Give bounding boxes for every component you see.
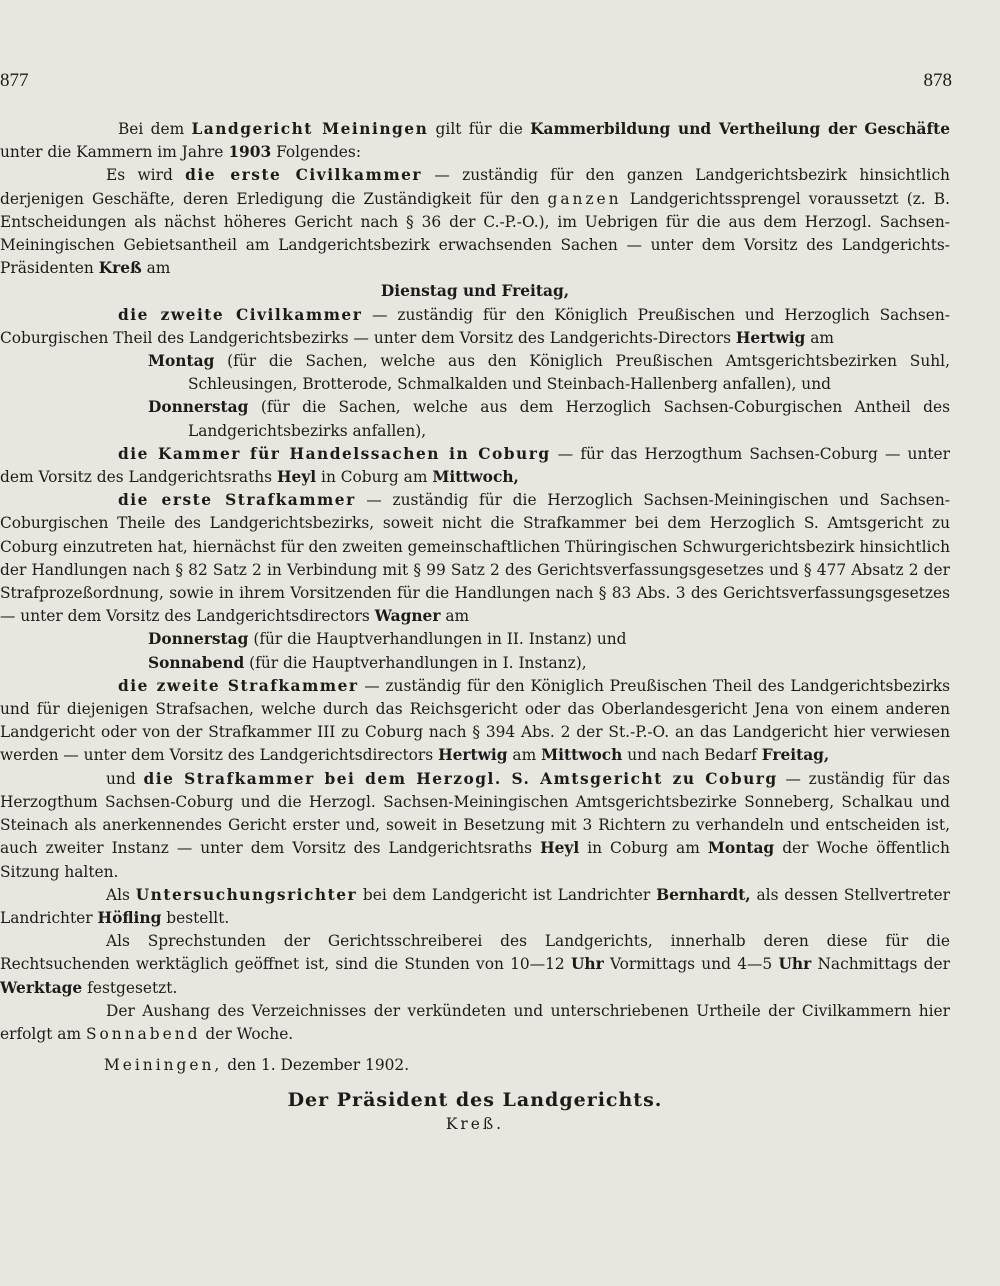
document-body <box>0 118 950 1136</box>
emphasis-text: Werktage <box>0 978 83 997</box>
text-run: — zuständig für den Königlich Preußischen und Herzoglich Sachsen-Coburgischen Theil des Landgerichtsbezirks — unter dem Vorsitz des Landgerichts-Directors <box>0 305 950 347</box>
signature-name: Kreß. <box>445 1114 505 1133</box>
signature-title: Der Präsident des Landgerichts. <box>287 1089 663 1112</box>
person-name: Bernhardt, <box>656 885 751 904</box>
text-run: festgesetzt. <box>87 978 178 997</box>
text-run: Folgendes: <box>276 143 362 162</box>
chamber-name: die Strafkammer bei dem Herzogl. S. Amtsgericht zu Coburg <box>143 769 778 788</box>
date-text: den 1. Dezember 1902. <box>227 1056 410 1075</box>
weekday: Donnerstag <box>148 630 249 649</box>
text-run: bei dem Landgericht ist Landrichter <box>362 885 651 904</box>
emphasis-text: Uhr <box>778 955 812 974</box>
monday-entry <box>0 350 950 396</box>
text-run: Als Sprechstunden der Gerichtsschreiberei des Landgerichts, innerhalb deren diese für die Rechtsuchenden werktäglich geöffnet ist, sind die Stunden von 10—12 <box>0 932 950 974</box>
chamber-name: die erste Strafkammer <box>118 491 356 510</box>
text-run: gilt für die <box>435 120 523 138</box>
person-name: Heyl <box>276 468 317 487</box>
page-number-right: 878 <box>923 70 952 91</box>
text-run: der Woche. <box>205 1024 294 1043</box>
intro-paragraph <box>0 118 950 164</box>
first-criminal-chamber-paragraph <box>0 489 950 628</box>
text-run: — zuständig für das Herzogthum Sachsen-Coburg und die Herzogl. Sachsen-Meiningischen Amtsgerichtsbezirke Sonneberg, Schalkau und Steinach als anerkennendes Gericht erster und, soweit in Besetzung mit 3 Richtern zu verhandeln und entscheiden ist, auch zweiter Instanz — unter dem Vorsitz des Landgerichtsraths <box>0 769 950 858</box>
weekday: Montag <box>148 352 215 371</box>
text-run: Vormittags und 4—5 <box>609 955 773 974</box>
text-run: bestellt. <box>166 908 230 927</box>
text-run: (für die Hauptverhandlungen in I. Instanz), <box>249 653 587 672</box>
text-run: in Coburg am <box>587 839 700 858</box>
spaced-text: Sonnabend <box>85 1024 201 1043</box>
thursday-entry <box>0 628 950 651</box>
text-run: Bei dem <box>118 120 185 138</box>
text-run: Nachmittags der <box>817 955 950 974</box>
second-criminal-chamber-paragraph <box>0 675 950 768</box>
spaced-text: ganzen <box>547 189 622 208</box>
role-title: Untersuchungsrichter <box>135 885 358 904</box>
saturday-entry <box>0 652 950 675</box>
thursday-entry <box>0 396 950 442</box>
weekday: Donnerstag <box>148 398 249 417</box>
person-name: Hertwig <box>438 746 508 765</box>
commerce-chamber-paragraph <box>0 443 950 489</box>
person-name: Kreß <box>98 259 142 278</box>
text-run: — für das Herzogthum Sachsen-Coburg — unter dem Vorsitz des Landgerichtsraths <box>0 444 951 487</box>
weekdays-line: Dienstag und Freitag, <box>380 282 570 301</box>
page-number-left: 877 <box>0 70 29 91</box>
chamber-name: die erste Civilkammer <box>185 166 423 185</box>
weekday: Mittwoch, <box>432 468 519 487</box>
year: 1903 <box>228 143 272 162</box>
text-run: Als <box>106 885 130 904</box>
text-run: Es wird <box>106 166 173 185</box>
emphasis-text: Uhr <box>570 955 604 974</box>
first-civil-chamber-paragraph <box>0 164 950 280</box>
date-line <box>0 1054 950 1077</box>
text-run: in Coburg am <box>321 468 428 487</box>
office-hours-paragraph <box>0 930 950 1000</box>
person-name: Heyl <box>540 839 580 858</box>
text-run: Der Aushang des Verzeichnisses der verkündeten und unterschriebenen Urtheile der Civilkammern hier erfolgt am <box>0 1001 950 1043</box>
text-run: am <box>146 259 171 278</box>
person-name: Wagner <box>374 607 441 626</box>
court-name: Landgericht Meiningen <box>191 120 429 138</box>
text-run: — zuständig für den ganzen Landgerichtsbezirk hinsichtlich derjenigen Geschäfte, deren Erledigung die Zuständigkeit für den <box>0 166 950 208</box>
text-run: — zuständig für die Herzoglich Sachsen-Meiningischen und Sachsen-Coburgischen Theile des Landgerichtsbezirks, soweit nicht die Strafkammer bei dem Herzoglich S. Amtsgericht zu Coburg einzutreten hat, hiernächst für den zweiten gemeinschaftlichen Thüringischen Schwurgerichtsbezirk hinsichtlich der Handlungen nach § 82 Satz 2 in Verbindung mit § 99 Satz 2 des Gerichtsverfassungsgesetzes und § 477 Absatz 2 der Strafprozeßordnung, sowie in ihrem Vorsitzenden für die Handlungen nach § 83 Abs. 3 des Gerichtsverfassungsgesetzes — unter dem Vorsitz des Landgerichtsdirectors <box>0 491 950 626</box>
emphasis-text: Kammerbildung und Vertheilung der Geschäfte <box>530 120 951 138</box>
text-run: und nach Bedarf <box>627 746 757 765</box>
text-run: Landgerichtssprengel voraussetzt (z. B. Entscheidungen als nächst höheres Gericht nach § 36 der C.-P.-O.), im Uebrigen für die aus dem Herzogl. Sachsen-Meiningischen Gebietsantheil am Landgerichtsbezirk erwachsenden Sachen — unter dem Vorsitz des Landgerichts-Präsidenten <box>0 189 950 278</box>
text-run: (für die Hauptverhandlungen in II. Instanz) und <box>253 630 627 649</box>
person-name: Hertwig <box>735 328 806 347</box>
weekday: Montag <box>707 839 775 858</box>
notice-paragraph <box>0 1000 950 1046</box>
text-run: als dessen Stellvertreter Landrichter <box>0 885 950 927</box>
weekday: Sonnabend <box>148 653 245 672</box>
place-name: Meiningen, <box>104 1056 223 1075</box>
chamber-name: die zweite Strafkammer <box>118 676 359 695</box>
person-name: Höfling <box>97 908 162 927</box>
text-run: der Woche öffentlich Sitzung halten. <box>0 839 950 881</box>
text-run: am <box>810 328 834 347</box>
text-run: unter die Kammern im Jahre <box>0 143 224 162</box>
second-civil-chamber-paragraph <box>0 304 950 350</box>
text-run: am <box>445 607 470 626</box>
text-run: — zuständig für den Königlich Preußischen Theil des Landgerichtsbezirks und für diejenigen Strafsachen, welche durch das Reichsgericht oder das Oberlandesgericht Jena von einem anderen Landgericht oder von der Strafkammer III zu Coburg nach § 394 Abs. 2 der St.-P.-O. an das Landgericht hier verwiesen werden — unter dem Vorsitz des Landgerichtsdirectors <box>0 676 950 765</box>
text-run: am <box>512 746 537 765</box>
text-run: und <box>106 769 136 788</box>
coburg-criminal-chamber-paragraph <box>0 768 950 884</box>
weekday: Freitag, <box>761 746 830 765</box>
chamber-name: die Kammer für Handelssachen in Coburg <box>118 444 551 463</box>
text-run: (für die Sachen, welche aus dem Herzoglich Sachsen-Coburgischen Antheil des Landgerichtsbezirks anfallen), <box>188 398 950 440</box>
text-run: (für die Sachen, welche aus den Königlich Preußischen Amtsgerichtsbezirken Suhl, Schleusingen, Brotterode, Schmalkalden und Steinbach-Hallenberg anfallen), und <box>188 352 950 394</box>
investigating-judge-paragraph <box>0 884 950 930</box>
chamber-name: die zweite Civilkammer <box>118 305 363 324</box>
weekday: Mittwoch <box>541 746 623 765</box>
